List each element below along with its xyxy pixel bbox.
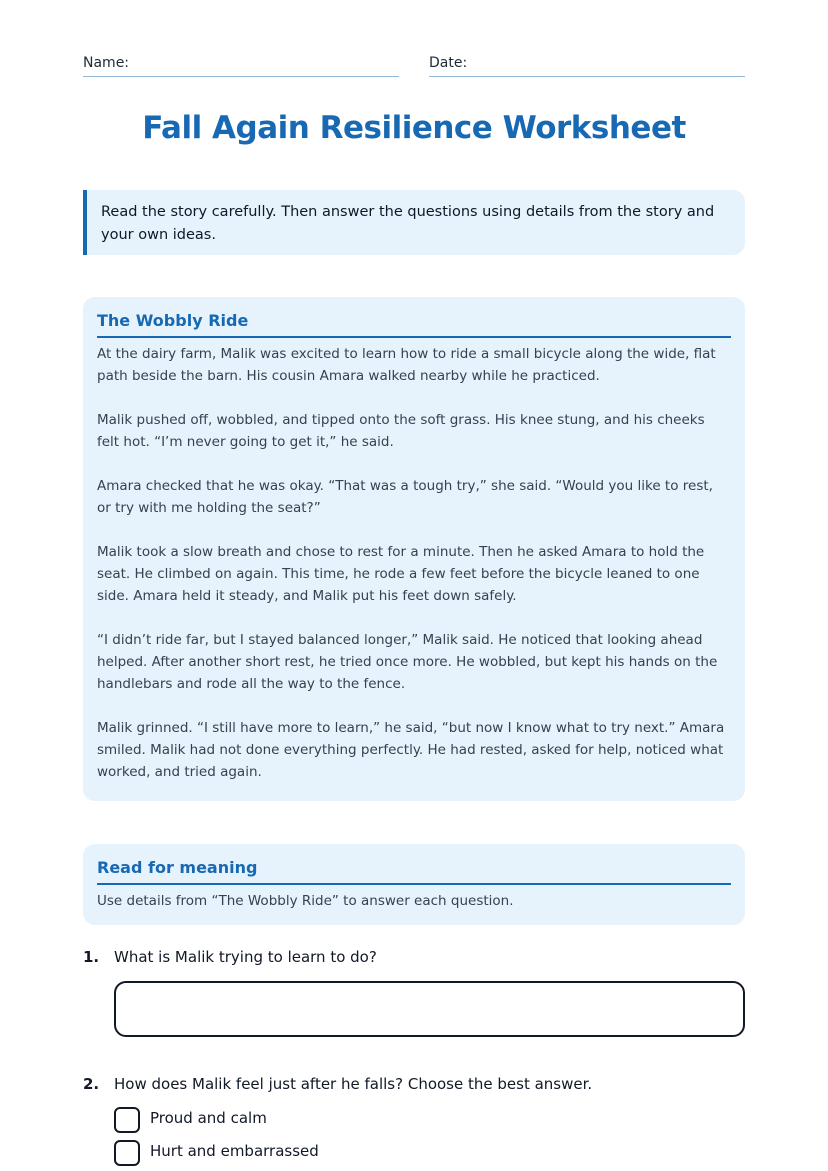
story-paragraph: “I didn’t ride far, but I stayed balanced longer,” Malik said. He noticed that looking ahead helped. After another short rest, he tried once more. He wobbled, but kept his hands on the handlebars and rode all the way to the fence. [97,632,718,692]
instructions-box [83,190,745,255]
question-number: 1. [83,948,100,966]
header-row [83,52,745,78]
question-text: How does Malik feel just after he falls? Choose the best answer. [114,1075,593,1093]
story-paragraph: Malik took a slow breath and chose to rest for a minute. Then he asked Amara to hold the seat. He climbed on again. This time, he rode a few feet before the bicycle leaned to one side. Amara held it steady, and Malik put his feet down safely. [97,544,705,604]
question-number: 2. [83,1075,100,1093]
name-label: Name: [83,55,130,71]
name-field[interactable] [83,52,399,77]
story-heading: The Wobbly Ride [97,311,731,338]
option-label: Hurt and embarrassed [150,1142,319,1160]
date-label: Date: [429,55,468,71]
story-paragraph: At the dairy farm, Malik was excited to learn how to ride a small bicycle along the wide, flat path beside the barn. His cousin Amara walked nearby while he practiced. [97,346,716,384]
option-label: Proud and calm [150,1109,267,1127]
read-for-meaning-box [83,844,745,925]
story-paragraph: Malik pushed off, wobbled, and tipped onto the soft grass. His knee stung, and his cheeks felt hot. “I’m never going to get it,” he said. [97,412,705,450]
answer-input[interactable] [114,981,745,1037]
story-paragraph: Malik grinned. “I still have more to learn,” he said, “but now I know what to try next.” Amara smiled. Malik had not done everything perfectly. He had rested, asked for help, noticed what worked, and tried again. [97,720,725,780]
page-title: Fall Again Resilience Worksheet [142,110,686,146]
checkbox[interactable] [114,1140,140,1166]
instructions-text: Read the story carefully. Then answer the questions using details from the story and your own ideas. [101,204,715,243]
story-paragraph: Amara checked that he was okay. “That was a tough try,” she said. “Would you like to rest, or try with me holding the seat?” [97,478,713,516]
checkbox[interactable] [114,1107,140,1133]
story-box [83,297,745,801]
meaning-heading: Read for meaning [97,858,731,885]
date-field[interactable] [429,52,745,77]
meaning-text: Use details from “The Wobbly Ride” to answer each question. [97,893,514,909]
question-text: What is Malik trying to learn to do? [114,948,377,966]
